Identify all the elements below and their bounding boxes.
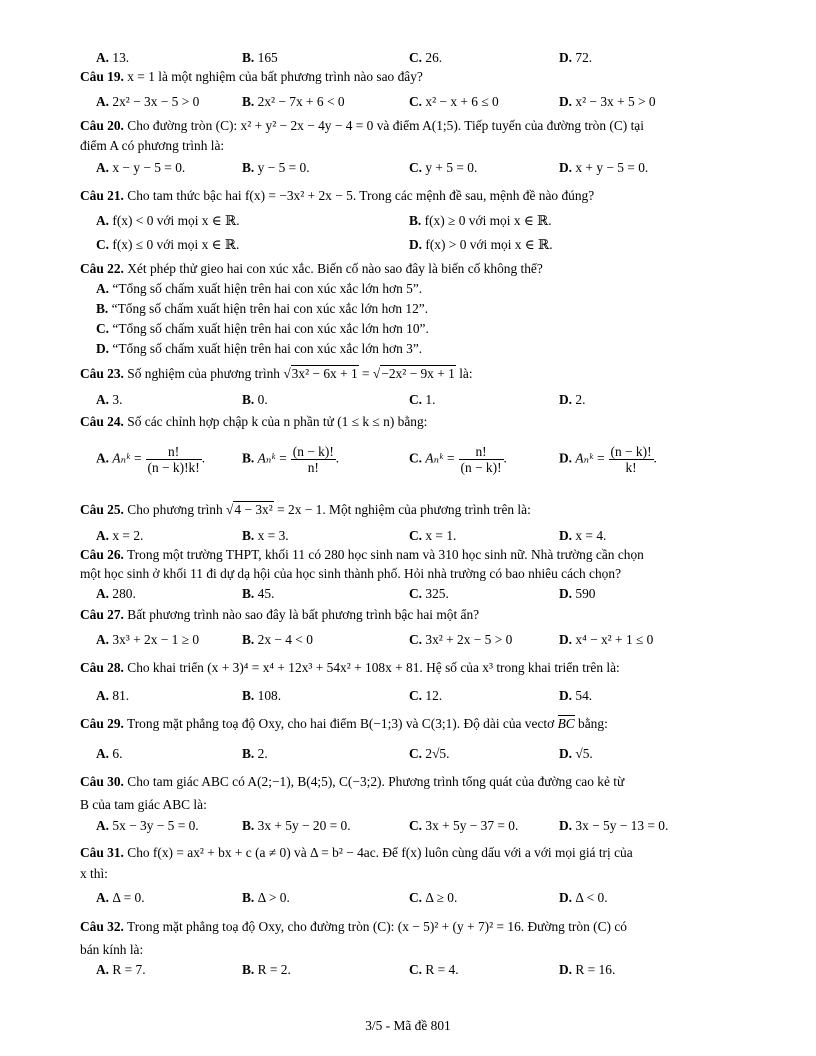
option-b: B. Δ > 0. (242, 890, 290, 905)
question-label: Câu 19. (80, 69, 124, 84)
option-letter: A. (96, 962, 110, 977)
option-d: D. Aₙᵏ = $\frac{(n - k)!}{k!}$ . (559, 444, 657, 475)
option-a: A. 5x − 3y − 5 = 0. (96, 818, 199, 833)
option-letter: C. (409, 392, 423, 407)
option-letter: B. (242, 160, 255, 175)
option-letter: C. (96, 321, 110, 336)
option-d: D. 54. (559, 688, 593, 703)
formula-lhs: Aₙᵏ = (575, 450, 606, 466)
numerator: n! (168, 444, 180, 459)
option-b: B. Aₙᵏ = $\frac{(n - k)!}{n!}$ . (242, 444, 340, 475)
option-b: B. 2x² − 7x + 6 < 0 (242, 94, 345, 109)
option-c: C. 12. (409, 688, 443, 703)
option-letter: A. (96, 160, 110, 175)
option-b: B. 165 (242, 50, 278, 65)
option-a: A. 2x² − 3x − 5 > 0 (96, 94, 200, 109)
question-label: Câu 20. (80, 118, 124, 133)
option-letter: B. (242, 632, 255, 647)
option-letter: C. (409, 450, 423, 466)
option-letter: C. (409, 818, 423, 833)
option-letter: D. (559, 94, 573, 109)
question-27 (80, 607, 479, 623)
option-c: C. R = 4. (409, 962, 459, 977)
option-letter: D. (559, 962, 573, 977)
question-stem: Trong một trường THPT, khối 11 có 280 học sinh nam và 310 học sinh nữ. Nhà trường cần chọn (127, 547, 644, 562)
option-a: A. 3. (96, 392, 123, 407)
question-stem-cont: một học sinh ở khối 11 đi dự dạ hội của học sinh thành phố. Hỏi nhà trường có bao nhiêu cách chọn? (80, 566, 622, 581)
option-letter: A. (96, 818, 110, 833)
question-23: Câu 23. Số nghiệm của phương trình √3x² − 6x + 1 = √−2x² − 9x + 1 là: (80, 366, 473, 381)
fraction (291, 444, 336, 475)
option-c: C. 1. (409, 392, 436, 407)
question-20 (80, 118, 644, 134)
option-letter: A. (96, 50, 110, 65)
option-b: B. R = 2. (242, 962, 291, 977)
option-letter: B. (409, 213, 422, 228)
question-label: Câu 32. (80, 919, 124, 934)
question-stem-end: = 2x − 1. Một nghiệm của phương trình trên là: (277, 502, 531, 517)
option-b: B. “Tổng số chấm xuất hiện trên hai con xúc xắc lớn hơn 12”. (96, 301, 429, 316)
option-letter: B. (242, 450, 255, 466)
vector-bc: BC (557, 716, 575, 731)
option-c: C. x = 1. (409, 528, 457, 543)
question-stem-cont: x thì: (80, 866, 108, 881)
option-b: B. 0. (242, 392, 268, 407)
option-a: A. x − y − 5 = 0. (96, 160, 186, 175)
option-d: D. √5. (559, 746, 593, 761)
option-a: A. 6. (96, 746, 123, 761)
question-stem: x = 1 là một nghiệm của bất phương trình nào sao đây? (127, 69, 423, 84)
option-c: C. x² − x + 6 ≤ 0 (409, 94, 499, 109)
option-b: B. 2x − 4 < 0 (242, 632, 313, 647)
option-letter: C. (409, 586, 423, 601)
option-letter: A. (96, 392, 110, 407)
option-c: C. Δ ≥ 0. (409, 890, 458, 905)
page-footer: 3/5 - Mã đề 801 (365, 1018, 451, 1033)
question-stem: Số các chỉnh hợp chập k của n phần tử (1 ≤ k ≤ n) bằng: (127, 414, 428, 429)
option-letter: D. (559, 586, 573, 601)
sqrt-expression: 4 − 3x² (234, 502, 273, 517)
question-stem-cont: bán kính là: (80, 942, 144, 957)
option-letter: D. (409, 237, 423, 252)
question-26 (80, 547, 644, 563)
formula-lhs: Aₙᵏ = (425, 450, 456, 466)
option-a: A. 280. (96, 586, 136, 601)
sqrt-expression-left: 3x² − 6x + 1 (291, 366, 358, 381)
option-c: C. Aₙᵏ = $\frac{n!}{(n - k)!}$ . (409, 444, 507, 475)
option-a: A. 13. (96, 50, 130, 65)
question-stem-cont: B của tam giác ABC là: (80, 797, 207, 812)
option-letter: A. (96, 632, 110, 647)
option-letter: D. (559, 392, 573, 407)
option-d: D. 2. (559, 392, 586, 407)
option-d: D. R = 16. (559, 962, 616, 977)
question-label: Câu 29. (80, 716, 124, 731)
option-letter: B. (242, 746, 255, 761)
option-letter: C. (409, 688, 423, 703)
option-letter: A. (96, 528, 110, 543)
question-stem-end: là: (459, 366, 473, 381)
option-c: C. y + 5 = 0. (409, 160, 478, 175)
question-stem: Trong mặt phẳng toạ độ Oxy, cho hai điểm B(−1;3) và C(3;1). Độ dài của vectơ (127, 716, 555, 731)
question-label: Câu 31. (80, 845, 124, 860)
option-letter: A. (96, 586, 110, 601)
option-b: B. 2. (242, 746, 268, 761)
option-c: C. “Tổng số chấm xuất hiện trên hai con xúc xắc lớn hơn 10”. (96, 321, 429, 336)
denominator: k! (609, 459, 654, 475)
question-28 (80, 660, 620, 676)
option-letter: C. (409, 890, 423, 905)
question-stem-end: bằng: (578, 716, 608, 731)
option-c: C. 3x² + 2x − 5 > 0 (409, 632, 513, 647)
option-letter: C. (409, 94, 423, 109)
option-d: D. x + y − 5 = 0. (559, 160, 649, 175)
option-a: A. Δ = 0. (96, 890, 145, 905)
option-letter: D. (559, 818, 573, 833)
option-letter: D. (559, 890, 573, 905)
question-22 (80, 261, 543, 277)
question-29 (80, 716, 608, 732)
question-19 (80, 69, 423, 85)
numerator: (n − k)! (610, 444, 652, 459)
denominator: (n − k)!k! (147, 460, 200, 475)
option-letter: D. (96, 341, 110, 356)
option-letter: A. (96, 281, 110, 296)
option-letter: C. (409, 528, 423, 543)
option-d: D. 72. (559, 50, 593, 65)
question-stem: Bất phương trình nào sao đây là bất phương trình bậc hai một ẩn? (127, 607, 480, 622)
option-letter: C. (96, 237, 110, 252)
formula-lhs: Aₙᵏ = (257, 450, 288, 466)
option-b: B. 3x + 5y − 20 = 0. (242, 818, 351, 833)
option-d: D. x = 4. (559, 528, 607, 543)
question-label: Câu 23. (80, 366, 124, 381)
numerator: n! (475, 444, 487, 459)
question-label: Câu 22. (80, 261, 124, 276)
question-stem: Số nghiệm của phương trình (127, 366, 280, 381)
question-label: Câu 27. (80, 607, 124, 622)
question-stem-cont: điểm A có phương trình là: (80, 138, 225, 153)
question-32 (80, 919, 627, 935)
option-d: D. “Tổng số chấm xuất hiện trên hai con xúc xắc lớn hơn 3”. (96, 341, 423, 356)
question-stem: Cho f(x) = ax² + bx + c (a ≠ 0) và Δ = b² − 4ac. Để f(x) luôn cùng dấu với a với mọi giá trị của (127, 845, 633, 860)
option-d: D. 3x − 5y − 13 = 0. (559, 818, 669, 833)
option-c: C. 325. (409, 586, 449, 601)
question-stem: Cho tam giác ABC có A(2;−1), B(4;5), C(−3;2). Phương trình tổng quát của đường cao kẻ từ (127, 774, 625, 789)
option-letter: A. (96, 94, 110, 109)
option-c: C. f(x) ≤ 0 với mọi x ∈ ℝ. (96, 237, 240, 252)
question-label: Câu 26. (80, 547, 124, 562)
option-letter: B. (242, 962, 255, 977)
sqrt-expression-right: −2x² − 9x + 1 (381, 366, 455, 381)
option-a: A. R = 7. (96, 962, 146, 977)
option-b: B. f(x) ≥ 0 với mọi x ∈ ℝ. (409, 213, 552, 228)
formula-lhs: Aₙᵏ = (112, 450, 143, 466)
option-c: C. 3x + 5y − 37 = 0. (409, 818, 519, 833)
denominator: (n − k)! (460, 460, 502, 475)
option-letter: B. (242, 688, 255, 703)
option-letter: D. (559, 50, 573, 65)
question-label: Câu 28. (80, 660, 124, 675)
option-c: C. 26. (409, 50, 443, 65)
option-letter: D. (559, 688, 573, 703)
question-30 (80, 774, 624, 790)
option-letter: A. (96, 746, 110, 761)
question-24 (80, 414, 427, 430)
option-a: A. 3x³ + 2x − 1 ≥ 0 (96, 632, 200, 647)
fraction (459, 444, 504, 475)
option-letter: B. (242, 528, 255, 543)
option-letter: A. (96, 450, 110, 466)
option-d: D. f(x) > 0 với mọi x ∈ ℝ. (409, 237, 553, 252)
option-letter: C. (409, 160, 423, 175)
option-d: D. Δ < 0. (559, 890, 608, 905)
option-a: A. Aₙᵏ = $\frac{n!}{(n - k)!k!}$ . (96, 444, 206, 475)
question-stem: Cho phương trình (127, 502, 223, 517)
option-letter: C. (409, 632, 423, 647)
option-a: A. x = 2. (96, 528, 144, 543)
option-letter: C. (409, 746, 423, 761)
option-letter: B. (242, 94, 255, 109)
option-b: B. 45. (242, 586, 275, 601)
option-a: A. f(x) < 0 với mọi x ∈ ℝ. (96, 213, 240, 228)
option-letter: D. (559, 160, 573, 175)
question-21 (80, 188, 594, 204)
numerator: (n − k)! (292, 444, 334, 459)
option-letter: A. (96, 213, 110, 228)
option-d: D. x⁴ − x² + 1 ≤ 0 (559, 632, 654, 647)
option-a: A. 81. (96, 688, 130, 703)
question-label: Câu 30. (80, 774, 124, 789)
question-label: Câu 21. (80, 188, 124, 203)
option-letter: B. (96, 301, 109, 316)
option-letter: D. (559, 632, 573, 647)
option-letter: D. (559, 450, 573, 466)
question-stem: Xét phép thử gieo hai con xúc xắc. Biến cố nào sao đây là biến cố không thể? (127, 261, 543, 276)
question-31 (80, 845, 633, 861)
question-label: Câu 25. (80, 502, 124, 517)
question-stem: Cho đường tròn (C): x² + y² − 2x − 4y − 4 = 0 và điểm A(1;5). Tiếp tuyến của đường tròn (C) tại (127, 118, 644, 133)
option-letter: B. (242, 818, 255, 833)
option-letter: A. (96, 688, 110, 703)
question-stem: Trong mặt phẳng toạ độ Oxy, cho đường tròn (C): (x − 5)² + (y + 7)² = 16. Đường tròn (C) có (127, 919, 627, 934)
option-b: B. x = 3. (242, 528, 289, 543)
fraction (146, 444, 202, 475)
option-letter: A. (96, 890, 110, 905)
option-letter: C. (409, 962, 423, 977)
option-b: B. y − 5 = 0. (242, 160, 310, 175)
option-b: B. 108. (242, 688, 282, 703)
question-25: Câu 25. Cho phương trình √4 − 3x² = 2x − 1. Một nghiệm của phương trình trên là: (80, 502, 531, 517)
option-c: C. 2√5. (409, 746, 450, 761)
option-letter: D. (559, 528, 573, 543)
question-label: Câu 24. (80, 414, 124, 429)
option-d: D. x² − 3x + 5 > 0 (559, 94, 656, 109)
option-letter: B. (242, 586, 255, 601)
option-letter: C. (409, 50, 423, 65)
option-letter: B. (242, 50, 255, 65)
option-letter: D. (559, 746, 573, 761)
fraction (609, 444, 654, 475)
question-stem: Cho khai triển (x + 3)⁴ = x⁴ + 12x³ + 54x² + 108x + 81. Hệ số của x³ trong khai triển trên là: (127, 660, 620, 675)
option-letter: B. (242, 392, 255, 407)
option-letter: B. (242, 890, 255, 905)
denominator: n! (291, 459, 336, 475)
option-d: D. 590 (559, 586, 596, 601)
question-stem: Cho tam thức bậc hai f(x) = −3x² + 2x − 5. Trong các mệnh đề sau, mệnh đề nào đúng? (127, 188, 595, 203)
option-a: A. “Tổng số chấm xuất hiện trên hai con xúc xắc lớn hơn 5”. (96, 281, 423, 296)
